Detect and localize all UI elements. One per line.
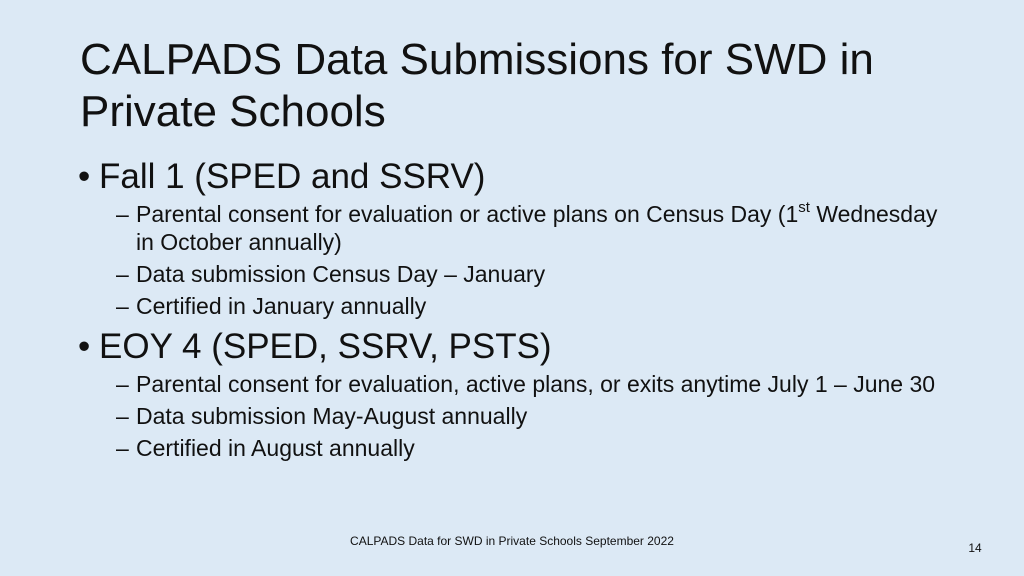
bullet-fall-1 xyxy=(78,156,958,198)
bullet-eoy-4 xyxy=(78,326,958,368)
slide-title: CALPADS Data Submissions for SWD in Private Schools xyxy=(80,35,874,136)
dash-icon: – xyxy=(116,293,129,319)
bullet-icon: • xyxy=(78,157,91,196)
sub-item-text-cont: Wednesday in October annually) xyxy=(136,201,938,255)
bullet-heading: Fall 1 (SPED and SSRV) xyxy=(99,157,486,196)
sub-item-data-submission xyxy=(78,260,958,288)
bullet-heading: EOY 4 (SPED, SSRV, PSTS) xyxy=(99,327,552,366)
sub-item-certified xyxy=(78,292,958,320)
slide-footer: CALPADS Data for SWD in Private Schools September 2022 xyxy=(350,534,674,548)
dash-icon: – xyxy=(116,403,129,429)
sub-item-certified xyxy=(78,434,958,462)
bullet-icon: • xyxy=(78,327,91,366)
sub-item-parental-consent xyxy=(78,200,958,256)
sub-item-text: Certified in January annually xyxy=(136,293,427,319)
sub-item-text: Data submission Census Day – January xyxy=(136,261,546,287)
sub-item-text: Certified in August annually xyxy=(136,435,415,461)
page-number: 14 xyxy=(968,541,982,555)
sub-item-parental-consent xyxy=(78,370,958,398)
dash-icon: – xyxy=(116,201,129,227)
dash-icon: – xyxy=(116,261,129,287)
sub-item-data-submission xyxy=(78,402,958,430)
sub-item-text: Data submission May-August annually xyxy=(136,403,528,429)
superscript: st xyxy=(798,199,810,217)
dash-icon: – xyxy=(116,371,129,397)
bullet-list xyxy=(78,156,958,462)
sub-item-text: Parental consent for evaluation, active plans, or exits anytime July 1 – June 30 xyxy=(136,371,936,397)
dash-icon: – xyxy=(116,435,129,461)
sub-item-text: Parental consent for evaluation or active plans on Census Day (1 xyxy=(136,201,799,227)
